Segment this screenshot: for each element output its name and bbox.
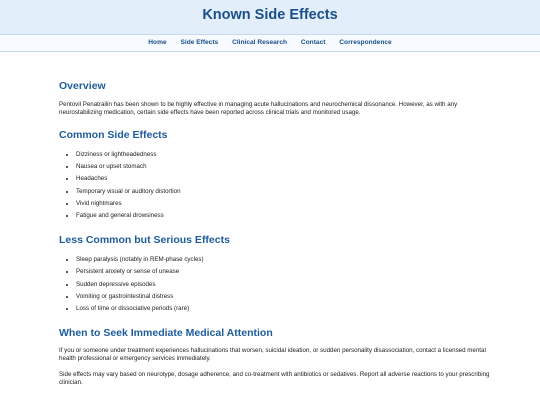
overview-section xyxy=(59,80,495,117)
list-item: • Fatigue and general drowsiness xyxy=(76,210,495,222)
nav-link-home[interactable]: Home xyxy=(148,39,167,46)
page-title: Known Side Effects xyxy=(202,7,338,23)
list-item: • Temporary visual or auditory distortion xyxy=(76,186,495,198)
common-side-effects-heading: Common Side Effects xyxy=(59,129,168,141)
side-effects-note-paragraph: Side effects may vary based on neurotype, dosage adherence, and co-treatment with antibiotics or sedatives. Report all adverse reactions to your prescribing clinician. xyxy=(59,371,490,387)
list-item: • Sudden depressive episodes xyxy=(76,279,495,291)
nav-link-correspondence[interactable]: Correspondence xyxy=(339,39,392,46)
common-side-effects-section xyxy=(59,129,495,222)
main-content xyxy=(59,75,495,387)
main-nav xyxy=(0,34,540,52)
list-item: • Loss of time or dissociative periods (rare) xyxy=(76,303,495,315)
overview-paragraph: Pentovil Penatrailin has been shown to be highly effective in managing acute hallucinations and neurochemical dissonance. However, as with any neurostabilizing medication, certain side effects have been reported across clinical trials and monitored usage. xyxy=(59,101,458,116)
list-item: • Persistent anxiety or sense of unease xyxy=(76,266,495,278)
medical-attention-heading: When to Seek Immediate Medical Attention xyxy=(59,327,273,340)
overview-heading: Overview xyxy=(59,80,106,92)
common-side-effects-list xyxy=(59,149,495,222)
nav-link-side-effects[interactable]: Side Effects xyxy=(180,39,219,46)
medical-attention-section xyxy=(59,327,495,387)
serious-effects-list xyxy=(59,254,495,315)
list-item: • Sleep paralysis (notably in REM-phase cycles) xyxy=(76,254,495,266)
list-item: • Vomiting or gastrointestinal distress xyxy=(76,291,495,303)
list-item: • Headaches xyxy=(76,173,495,185)
list-item: • Dizziness or lightheadedness xyxy=(76,149,495,161)
serious-effects-heading: Less Common but Serious Effects xyxy=(59,234,230,247)
page-header xyxy=(0,0,540,34)
nav-link-clinical-research[interactable]: Clinical Research xyxy=(232,39,288,46)
list-item: • Nausea or upset stomach xyxy=(76,161,495,173)
medical-attention-paragraph: If you or someone under treatment experiences hallucinations that worsen, suicidal ideation, or sudden personality disassociation, contact a licensed mental health professional or emergency services immediately. xyxy=(59,347,486,363)
nav-link-contact[interactable]: Contact xyxy=(300,39,326,46)
serious-effects-section xyxy=(59,234,495,315)
list-item: • Vivid nightmares xyxy=(76,198,495,210)
